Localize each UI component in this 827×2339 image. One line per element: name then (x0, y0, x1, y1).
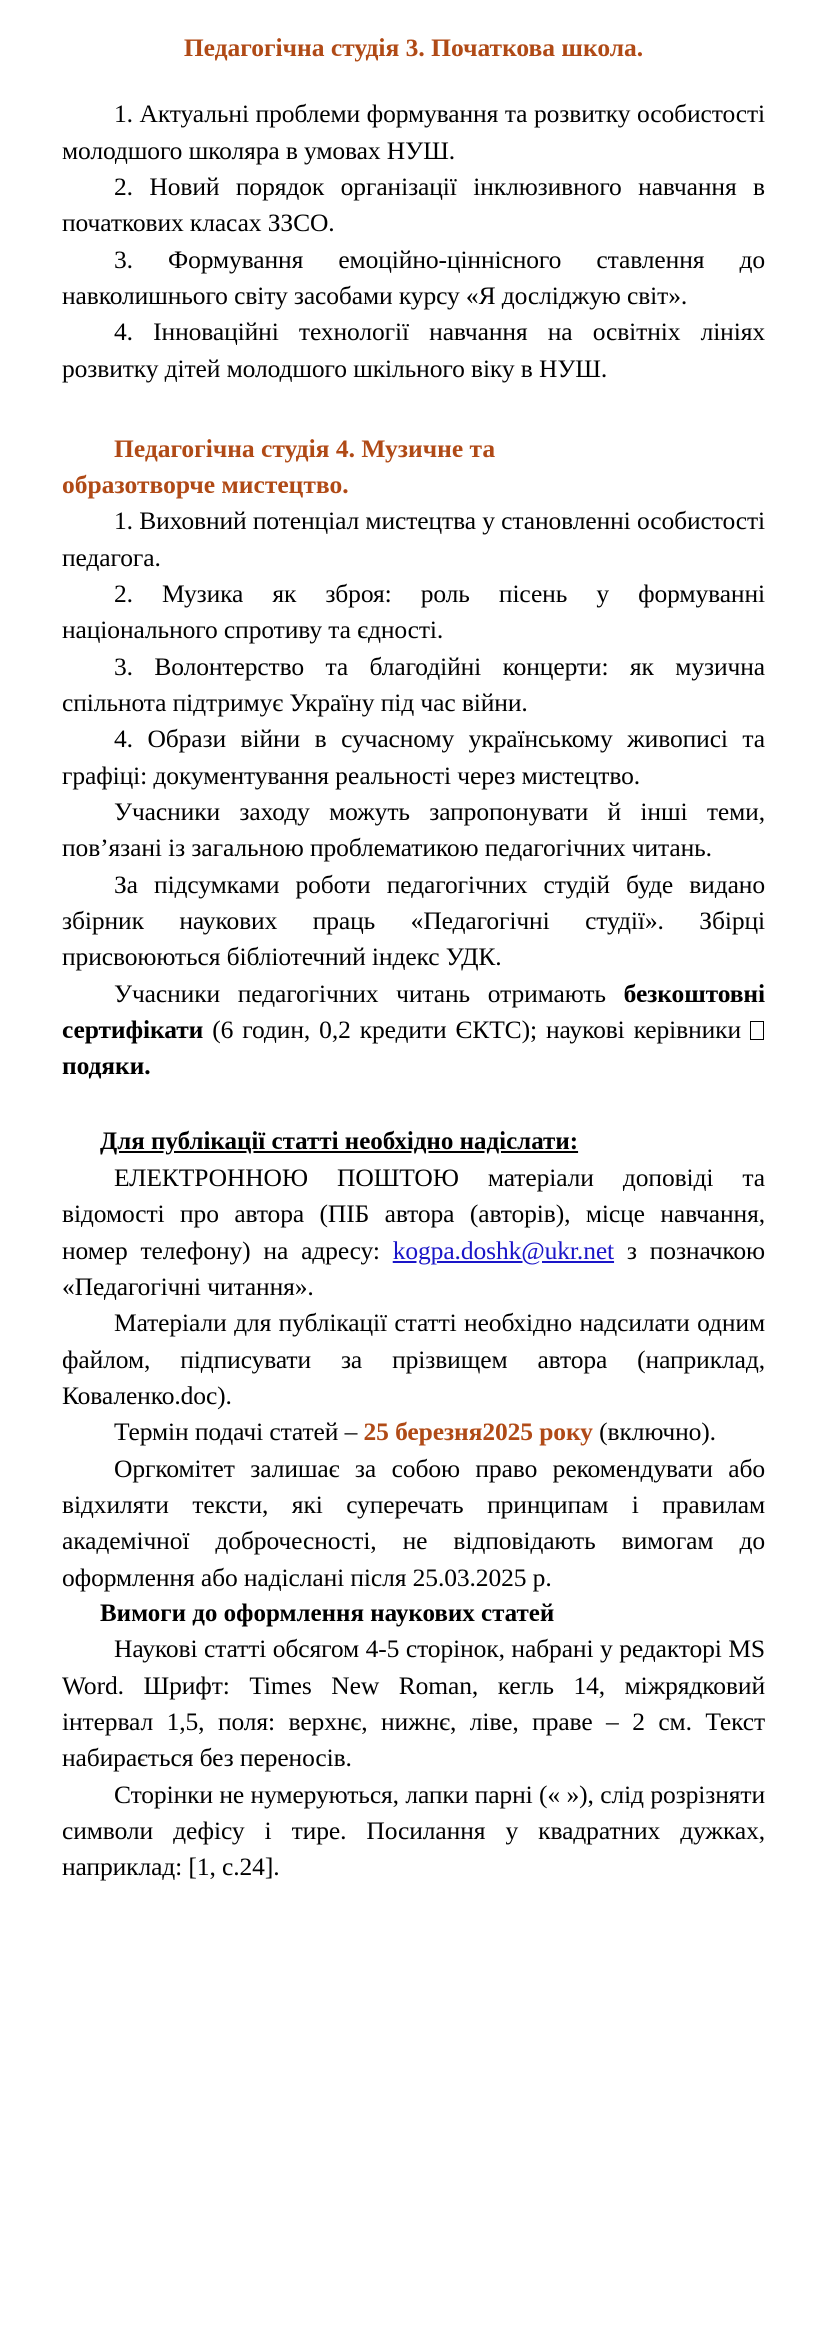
studio-3-item-1: 1. Актуальні проблеми формування та розвитку особистості молодшого школяра в умовах НУШ. (62, 99, 765, 165)
certificates-bold-tail: подяки. (62, 1051, 151, 1081)
certificates-middle-text: (6 годин, 0,2 кредити ЄКТС); наукові керівники (203, 1014, 750, 1044)
studio-3-item-2: 2. Новий порядок організації інклюзивного навчання в початкових класах ЗЗСО. (62, 171, 765, 238)
committee-rights-paragraph: Оргкомітет залишає за собою право рекомендувати або відхиляти тексти, які суперечать принципам і правилам академічної доброчесності, не відповідають вимогам до оформлення або надіслані після 25.03.2025 р. (62, 1453, 765, 1592)
other-topics-paragraph: Учасники заходу можуть запропонувати й інші теми, пов’язані із загальною проблематикою педагогічних читань. (62, 796, 765, 863)
spacer (62, 387, 765, 431)
deadline-after-text: (включно). (592, 1417, 716, 1447)
requirements-paragraph-2: Сторінки не нумеруються, лапки парні (« »), слід розрізняти символи дефісу і тире. Посилання у квадратних дужках, наприклад: [1, с.24]. (62, 1779, 765, 1882)
email-paragraph-before: ЕЛЕКТРОННОЮ ПОШТОЮ матеріали доповіді та відомості про автора (ПІБ автора (авторів), місце навчання, номер телефону) на адресу: (62, 1162, 765, 1265)
studio-4-heading-line-2: образотворче мистецтво. (62, 470, 349, 500)
submission-heading (62, 1124, 765, 1160)
certificates-lead-text: Учасники педагогічних читань отримають (114, 978, 624, 1008)
document-body (62, 30, 765, 1886)
studio-3-heading: Педагогічна студія 3. Початкова школа. (183, 33, 644, 62)
spacer (62, 1084, 765, 1124)
studio-4-item-3: 3. Волонтерство та благодійні концерти: як музична спільнота підтримує Україну під час війни. (62, 651, 765, 717)
deadline-before-text: Термін подачі статей – (114, 1417, 364, 1447)
studio-3-item-4: 4. Інноваційні технології навчання на освітніх лініях розвитку дітей молодшого шкільного віку в НУШ. (62, 317, 765, 383)
certificates-bold-run: безкоштовні сертифікати (62, 978, 765, 1044)
studio-4-item-2: 2. Музика як зброя: роль пісень у формуванні національного спротиву та єдності. (62, 578, 765, 645)
deadline-paragraph (62, 1414, 765, 1450)
file-naming-paragraph: Матеріали для публікації статті необхідно надсилати одним файлом, підписувати за прізвищем автора (наприклад, Коваленко.doc). (62, 1308, 765, 1410)
deadline-date: 25 березня2025 року (363, 1417, 593, 1447)
studio-3-item-3: 3. Формування емоційно-ціннісного ставлення до навколишнього світу засобами курсу «Я досліджую світ». (62, 244, 765, 310)
spacer (62, 66, 765, 96)
submission-heading-text: Для публікації статті необхідно надіслати: (100, 1128, 579, 1156)
email-address-link[interactable]: kogpa.doshk@ukr.net (392, 1235, 615, 1265)
studio-4-item-4: 4. Образи війни в сучасному українському живописі та графіці: документування реальності через мистецтво. (62, 724, 765, 790)
missing-glyph-icon (750, 1021, 764, 1040)
proceedings-paragraph: За підсумками роботи педагогічних студій буде видано збірник наукових праць «Педагогічні студії». Збірці присвоюються бібліотечний індекс УДК. (62, 869, 765, 972)
email-paragraph-after: з позначкою «Педагогічні читання». (62, 1235, 765, 1301)
studio-4-item-1: 1. Виховний потенціал мистецтва у становленні особистості педагога. (62, 506, 765, 572)
requirements-heading: Вимоги до оформлення наукових статей (100, 1599, 555, 1627)
requirements-paragraph-1: Наукові статті обсягом 4-5 сторінок, набрані у редакторі MS Word. Шрифт: Times New Roman, кегль 14, міжрядковий інтервал 1,5, поля: верхнє, нижнє, ліве, праве – 2 см. Текст набирається без переносів. (62, 1634, 765, 1773)
studio-4-heading-line-1: Педагогічна студія 4. Музичне та (114, 433, 496, 463)
email-submission-paragraph (62, 1160, 765, 1305)
certificates-paragraph (62, 976, 765, 1085)
